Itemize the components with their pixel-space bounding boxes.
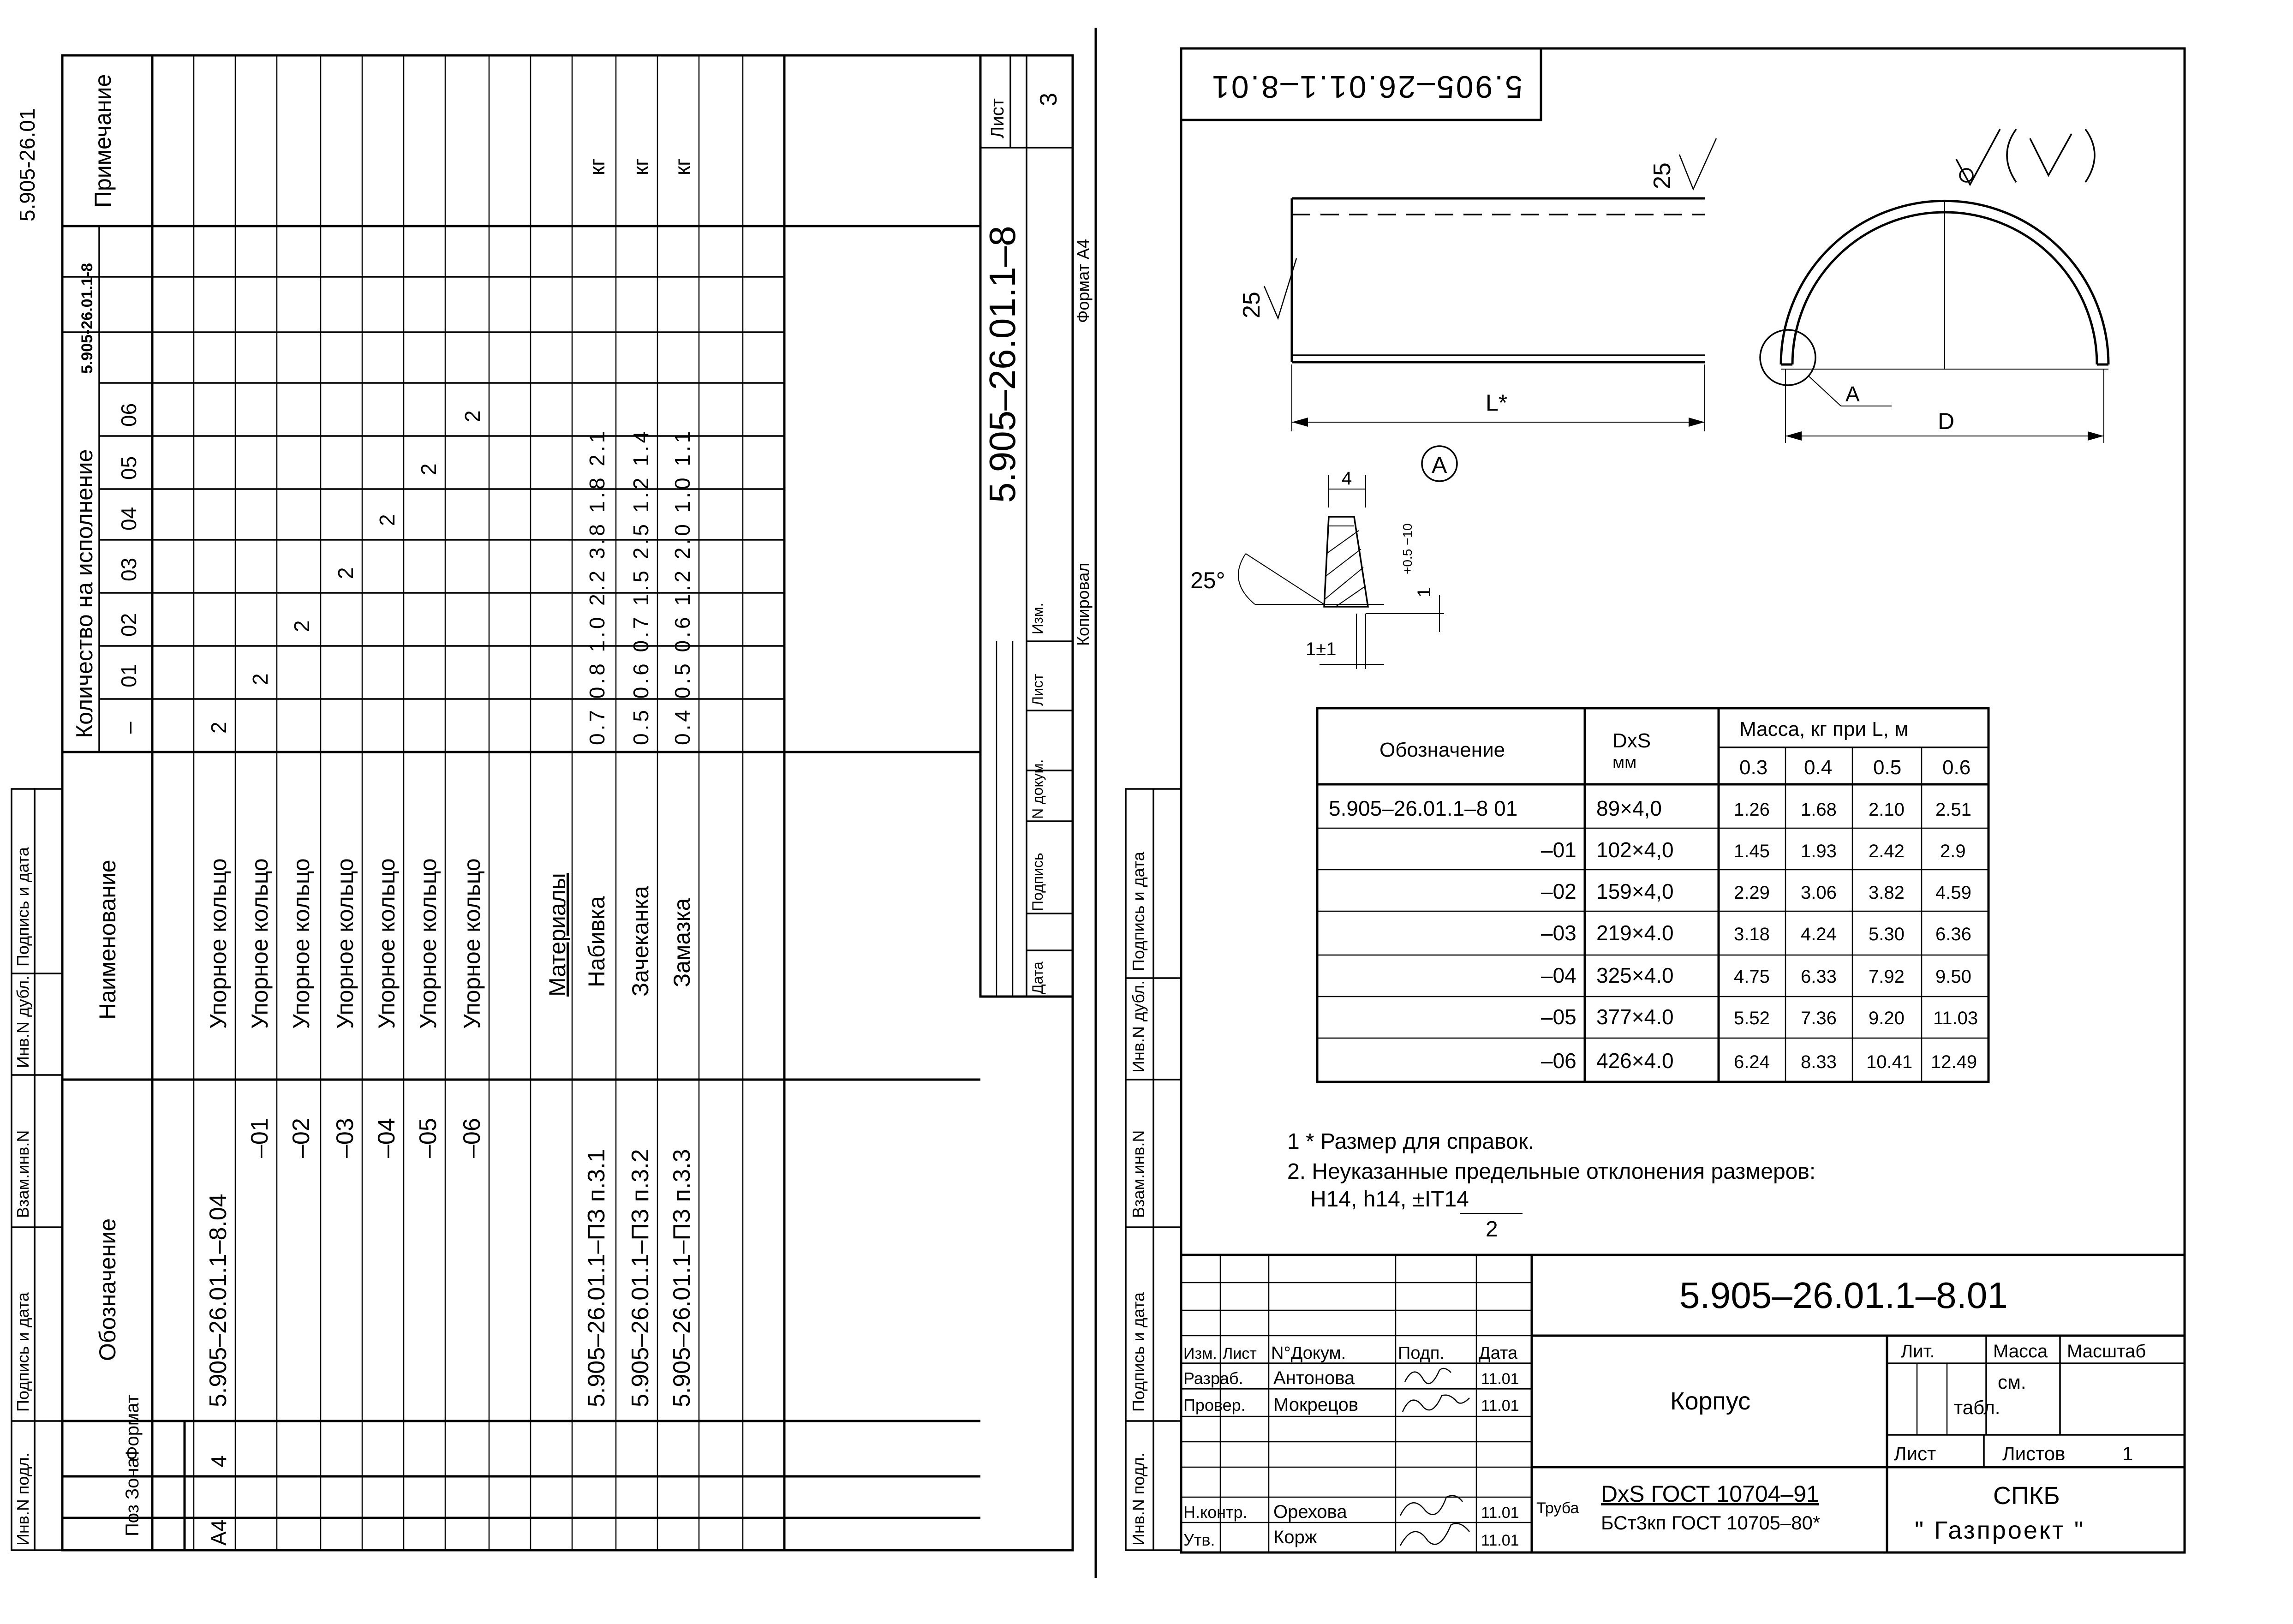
- row-mass: 6.33: [1801, 967, 1837, 987]
- title-doc-number: 5.905–26.01.1–8.01: [1679, 1275, 2008, 1316]
- material-name: Замазка: [669, 898, 695, 987]
- sign-date: 11.01: [1481, 1504, 1519, 1522]
- drawing-approval-strip: [1126, 789, 1181, 1550]
- header-zone: Зона: [122, 1457, 143, 1499]
- name-cell: Упорное кольцо: [205, 858, 231, 1029]
- format-label: Формат А4: [1074, 239, 1093, 323]
- specification-sheet: [12, 55, 1093, 1550]
- lit-label: Лит.: [1901, 1341, 1935, 1361]
- row-designation: –04: [1541, 963, 1576, 987]
- row-mass: 7.92: [1869, 967, 1905, 987]
- row-size: 159×4,0: [1596, 879, 1674, 903]
- table-row: [1541, 921, 1971, 945]
- material-designation: 5.905–26.01.1–ПЗ п.3.1: [583, 1149, 610, 1407]
- spec-rows: [205, 158, 695, 1546]
- detail-a-label: А: [1432, 452, 1447, 478]
- qty-cell: 2: [334, 567, 358, 579]
- strip-label: Взам.инв.N: [1129, 1130, 1148, 1218]
- material-top: DxS ГОСТ 10704–91: [1601, 1481, 1819, 1507]
- col-label: Подпись: [1029, 853, 1046, 911]
- mass-length: 0.6: [1942, 756, 1971, 779]
- row-mass: 9.50: [1935, 967, 1971, 987]
- qty-cell: 2: [417, 463, 441, 475]
- row-designation: 5.905–26.01.1–8 01: [1329, 796, 1518, 820]
- mass-value: табл.: [1954, 1397, 2000, 1418]
- row-mass: 12.49: [1931, 1052, 1977, 1072]
- row-size: 89×4,0: [1596, 796, 1662, 820]
- material-bottom: БСт3кп ГОСТ 10705–80*: [1601, 1512, 1821, 1534]
- row-mass: 4.59: [1935, 883, 1971, 903]
- role-label: Разраб.: [1183, 1369, 1243, 1388]
- assembly-drawing-sheet: [1126, 48, 2185, 1552]
- row-mass: 6.24: [1734, 1052, 1770, 1072]
- row-mass: 4.24: [1801, 924, 1837, 944]
- name-cell: Упорное кольцо: [332, 858, 358, 1029]
- mass-length: 0.3: [1739, 756, 1768, 779]
- title-col: Лист: [1223, 1345, 1257, 1362]
- material-unit: кг: [629, 158, 653, 175]
- note-line: 2: [1486, 1217, 1498, 1242]
- table-header: мм: [1612, 753, 1637, 772]
- name-cell: Упорное кольцо: [288, 858, 314, 1029]
- designation-cell: –03: [332, 1118, 358, 1158]
- note-line: Н14, h14, ±IT14: [1310, 1187, 1469, 1212]
- col-label: Изм.: [1029, 603, 1046, 634]
- drawing-notes: [1287, 1129, 1815, 1242]
- version-label: 04: [117, 507, 141, 531]
- row-mass: 8.33: [1801, 1052, 1837, 1072]
- mass-value: см.: [1998, 1371, 2026, 1393]
- sign-date: 11.01: [1481, 1370, 1519, 1388]
- title-col: Изм.: [1183, 1345, 1217, 1362]
- designation-cell: –04: [373, 1118, 400, 1158]
- row-designation: –02: [1541, 879, 1576, 903]
- dim-height-tol: +0.5 −10: [1400, 523, 1415, 574]
- copied-label: Копировал: [1074, 562, 1093, 646]
- note-line: 2. Неуказанные предельные отклонения размеров:: [1287, 1159, 1816, 1184]
- general-roughness-symbol: [1956, 129, 2095, 185]
- qty-cell: 2: [207, 722, 231, 734]
- strip-label: Инв.N дубл.: [1129, 980, 1148, 1073]
- spec-doc-number: 5.905–26.01.1–8: [982, 226, 1023, 503]
- strip-label: Подпись и дата: [13, 1292, 32, 1412]
- row-size: 325×4.0: [1596, 963, 1674, 987]
- header-quantity: Количество на исполнение: [72, 449, 97, 738]
- row-mass: 2.9: [1940, 841, 1966, 861]
- row-mass: 11.03: [1933, 1008, 1978, 1028]
- materials-heading: Материалы: [544, 873, 570, 997]
- material-name: Зачеканка: [627, 886, 653, 997]
- version-label: 06: [117, 403, 141, 427]
- row-mass: 10.41: [1866, 1052, 1913, 1072]
- title-col: Подп.: [1398, 1343, 1445, 1363]
- role-label: Утв.: [1183, 1530, 1215, 1549]
- row-mass: 1.93: [1801, 841, 1837, 861]
- drawing-title-block: [1181, 1255, 2185, 1552]
- row-mass: 2.42: [1869, 841, 1905, 861]
- table-row: [1541, 1049, 1977, 1073]
- strip-label: Подпись и дата: [1129, 1292, 1148, 1412]
- material-name: Набивка: [584, 896, 609, 987]
- person-name: Корж: [1273, 1527, 1317, 1547]
- format-cell: А4: [207, 1519, 231, 1546]
- row-size: 102×4,0: [1596, 838, 1674, 862]
- table-row: [1329, 796, 1971, 820]
- mass-length: 0.5: [1873, 756, 1902, 779]
- col-label: Лист: [1029, 674, 1046, 706]
- strip-label: Инв.N дубл.: [13, 975, 32, 1068]
- col-label: Дата: [1029, 961, 1046, 994]
- row-mass: 3.82: [1869, 883, 1905, 903]
- designation-cell: –05: [415, 1118, 442, 1158]
- table-row: [1541, 1005, 1978, 1029]
- row-mass: 1.45: [1734, 841, 1770, 861]
- inverted-doc-code: 5.905–26.01.1–8.01: [1210, 69, 1523, 104]
- row-designation: –01: [1541, 838, 1576, 862]
- version-label: –: [117, 722, 141, 734]
- table-row: [1541, 963, 1971, 987]
- mass-table: [1317, 708, 1988, 1082]
- row-mass: 9.20: [1869, 1008, 1905, 1028]
- strip-label: Подпись и дата: [13, 847, 32, 967]
- side-view: [1238, 138, 1716, 431]
- row-size: 219×4.0: [1596, 921, 1674, 945]
- qty-cell: 2: [248, 673, 272, 685]
- strip-label: Взам.инв.N: [13, 1130, 32, 1218]
- strip-label: Подпись и дата: [1129, 852, 1148, 971]
- version-label: 03: [117, 557, 141, 581]
- material-designation: 5.905–26.01.1–ПЗ п.3.3: [669, 1149, 695, 1407]
- col-label: N докум.: [1029, 759, 1046, 819]
- row-mass: 3.18: [1734, 924, 1770, 944]
- header-note: Примечание: [90, 74, 116, 208]
- sheet-number: 3: [1035, 93, 1062, 106]
- row-designation: –03: [1541, 921, 1576, 945]
- table-row: [1541, 838, 1966, 862]
- header-pos: Поз: [122, 1505, 143, 1536]
- row-size: 377×4.0: [1596, 1005, 1674, 1029]
- left-approval-strip: [12, 789, 62, 1550]
- sheets-count: 1: [2122, 1443, 2133, 1464]
- corner-doc-code: 5.905-26.01: [15, 108, 39, 221]
- qty-cell: 2: [375, 514, 399, 526]
- row-designation: –05: [1541, 1005, 1576, 1029]
- person-name: Мокрецов: [1273, 1395, 1358, 1415]
- qty-cell: 2: [290, 620, 314, 632]
- sheet-label: Лист: [1894, 1443, 1936, 1464]
- person-name: Орехова: [1273, 1502, 1347, 1522]
- strip-label: Инв.N подл.: [1129, 1452, 1148, 1546]
- sign-date: 11.01: [1481, 1397, 1519, 1415]
- scale-label: Масштаб: [2067, 1341, 2146, 1361]
- signature-marks: [1400, 1368, 1469, 1546]
- version-label: 02: [117, 613, 141, 637]
- dim-height: 1: [1414, 587, 1434, 597]
- version-label: 01: [117, 663, 141, 687]
- designation-cell: –01: [246, 1118, 273, 1158]
- table-header: DxS: [1612, 729, 1651, 752]
- org-name: СПКБ: [1993, 1482, 2060, 1510]
- material-unit: кг: [585, 158, 609, 175]
- material-qty: 0.7 0.8 1.0 2.2 3.8 1.8 2.1: [585, 428, 609, 745]
- person-name: Антонова: [1273, 1368, 1355, 1388]
- part-name: Корпус: [1670, 1387, 1751, 1415]
- row-designation: –06: [1541, 1049, 1576, 1073]
- mass-length: 0.4: [1804, 756, 1833, 779]
- row-mass: 5.52: [1734, 1008, 1770, 1028]
- roughness-value: 25: [1649, 162, 1676, 189]
- detail-a: [1190, 446, 1457, 669]
- note-line: 1 * Размер для справок.: [1287, 1129, 1535, 1154]
- row-mass: 2.51: [1935, 800, 1971, 820]
- sheet-label: Лист: [987, 98, 1008, 138]
- row-mass: 3.06: [1801, 883, 1837, 903]
- role-label: Н.контр.: [1183, 1503, 1248, 1522]
- pos-cell: 4: [207, 1455, 231, 1467]
- row-mass: 7.36: [1801, 1008, 1837, 1028]
- material-unit: кг: [670, 158, 694, 175]
- name-cell: Упорное кольцо: [247, 858, 273, 1029]
- designation-cell: 5.905–26.01.1–8.04: [205, 1194, 232, 1407]
- dim-angle: 25°: [1190, 567, 1225, 593]
- row-mass: 2.10: [1869, 800, 1905, 820]
- row-size: 426×4.0: [1596, 1049, 1674, 1073]
- material-designation: 5.905–26.01.1–ПЗ п.3.2: [627, 1149, 654, 1407]
- role-label: Провер.: [1183, 1396, 1246, 1415]
- table-header: Обозначение: [1379, 739, 1505, 761]
- table-row: [1541, 879, 1971, 903]
- material-qty: 0.4 0.5 0.6 1.2 2.0 1.0 1.1: [670, 428, 694, 745]
- material-prefix: Труба: [1536, 1499, 1579, 1517]
- dim-width: 4: [1342, 468, 1352, 489]
- org-name: " Газпроект ": [1915, 1517, 2085, 1544]
- row-mass: 1.26: [1734, 800, 1770, 820]
- roughness-value: 25: [1238, 292, 1265, 318]
- row-mass: 4.75: [1734, 967, 1770, 987]
- row-mass: 5.30: [1869, 924, 1905, 944]
- title-col: Дата: [1479, 1343, 1518, 1363]
- dim-diameter: D: [1938, 408, 1955, 434]
- dim-length: L*: [1486, 390, 1508, 416]
- material-qty: 0.5 0.6 0.7 1.5 2.5 1.2 1.4: [629, 428, 653, 745]
- detail-callout-a: А: [1845, 382, 1860, 406]
- sheets-label: Листов: [2002, 1443, 2066, 1464]
- header-designation: Обозначение: [95, 1218, 120, 1361]
- header-name: Наименование: [95, 860, 120, 1020]
- designation-cell: –06: [459, 1118, 485, 1158]
- designation-cell: –02: [288, 1118, 315, 1158]
- header-doc-code-small: 5.905-26.01.1-8: [78, 263, 96, 374]
- qty-cell: 2: [460, 410, 484, 422]
- row-mass: 6.36: [1935, 924, 1971, 944]
- row-mass: 2.29: [1734, 883, 1770, 903]
- row-mass: 1.68: [1801, 800, 1837, 820]
- mass-label: Масса: [1993, 1341, 2048, 1361]
- name-cell: Упорное кольцо: [415, 858, 441, 1029]
- version-label: 05: [117, 456, 141, 480]
- title-col: N°Докум.: [1271, 1343, 1346, 1363]
- sign-date: 11.01: [1481, 1532, 1519, 1549]
- strip-label: Инв.N подл.: [13, 1452, 32, 1546]
- spec-title-block: [980, 55, 1093, 997]
- front-view: [1760, 129, 2108, 443]
- name-cell: Упорное кольцо: [374, 858, 400, 1029]
- name-cell: Упорное кольцо: [459, 858, 485, 1029]
- header-format: Формат: [122, 1394, 143, 1460]
- table-header: Масса, кг при L, м: [1739, 718, 1909, 740]
- dim-gap: 1±1: [1306, 639, 1337, 659]
